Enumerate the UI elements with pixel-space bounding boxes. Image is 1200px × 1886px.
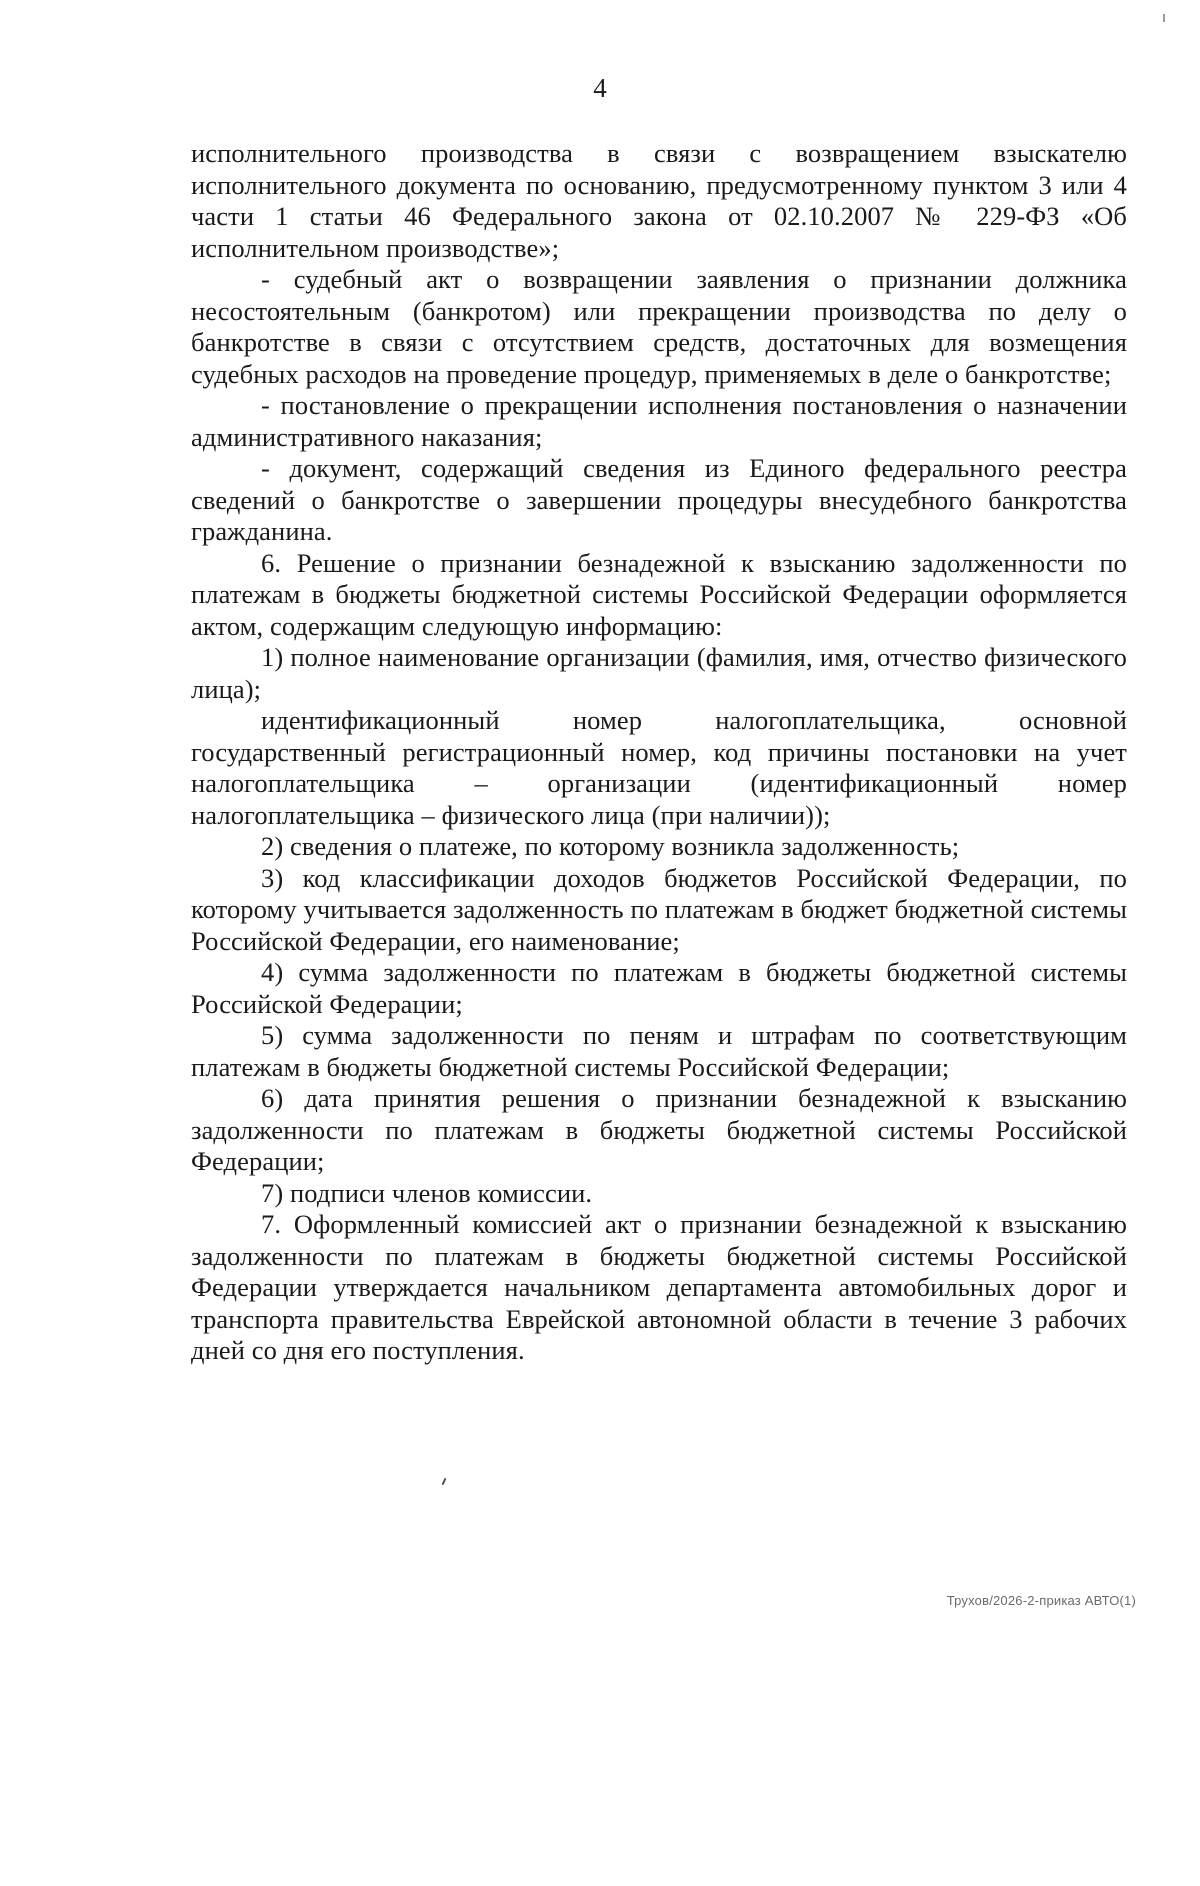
clause-6-item-6: 6) дата принятия решения о признании безнадежной к взысканию задолженности по платежам в бюджеты бюджетной системы Российской Федерации; bbox=[191, 1083, 1127, 1176]
list-item-bankruptcy-register: - документ, содержащий сведения из Единого федерального реестра сведений о банкротстве о завершении процедуры внесудебного банкротства гражданина. bbox=[191, 453, 1127, 546]
page-number: 4 bbox=[593, 73, 607, 103]
clause-7: 7. Оформленный комиссией акт о признании безнадежной к взысканию задолженности по платежам в бюджеты бюджетной системы Российской Федерации утверждается начальником департамента автомобильных дорог и транспорта правительства Еврейской автономной области в течение 3 рабочих дней со дня его поступления. bbox=[191, 1209, 1127, 1365]
clause-6-item-7: 7) подписи членов комиссии. bbox=[261, 1177, 593, 1208]
paragraph-continuation: исполнительного производства в связи с возвращением взыскателю исполнительного документа по основанию, предусмотренному пунктом 3 или 4 части 1 статьи 46 Федерального закона от 02.10.2007 № 229-ФЗ «Об исполнительном производстве»; bbox=[191, 138, 1127, 263]
list-item-court-act: - судебный акт о возвращении заявления о признании должника несостоятельным (банкротом) или прекращении производства по делу о банкротстве в связи с отсутствием средств, достаточных для возмещения судебных расходов на проведение процедур, применяемых в деле о банкротстве; bbox=[191, 264, 1127, 389]
clause-6-item-4: 4) сумма задолженности по платежам в бюджеты бюджетной системы Российской Федерации; bbox=[191, 957, 1127, 1019]
clause-6: 6. Решение о признании безнадежной к взысканию задолженности по платежам в бюджеты бюджетной системы Российской Федерации оформляется актом, содержащим следующую информацию: bbox=[191, 547, 1127, 641]
list-item-termination-resolution: - постановление о прекращении исполнения постановления о назначении административного наказания; bbox=[191, 390, 1127, 452]
clause-6-item-3: 3) код классификации доходов бюджетов Российской Федерации, по которому учитывается задолженность по платежам в бюджет бюджетной системы Российской Федерации, его наименование; bbox=[191, 862, 1127, 956]
document-body bbox=[191, 138, 1127, 1367]
clause-6-item-2: 2) сведения о платеже, по которому возникла задолженность; bbox=[261, 831, 960, 861]
clause-6-item-1-tax-id: идентификационный номер налогоплательщика, основной государственный регистрационный номер, код причины постановки на учет налогоплательщика – организации (идентификационный номер налогоплательщика – физического лица (при наличии)); bbox=[191, 705, 1127, 830]
scan-speck bbox=[442, 1478, 447, 1485]
clause-6-item-5: 5) сумма задолженности по пеням и штрафам по соответствующим платежам в бюджеты бюджетной системы Российской Федерации; bbox=[191, 1020, 1127, 1082]
scan-edge-mark bbox=[1163, 14, 1165, 22]
clause-6-item-1: 1) полное наименование организации (фамилия, имя, отчество физического лица); bbox=[191, 642, 1127, 704]
document-footer-reference: Трухов/2026-2-приказ АВТО(1) bbox=[946, 1593, 1136, 1608]
